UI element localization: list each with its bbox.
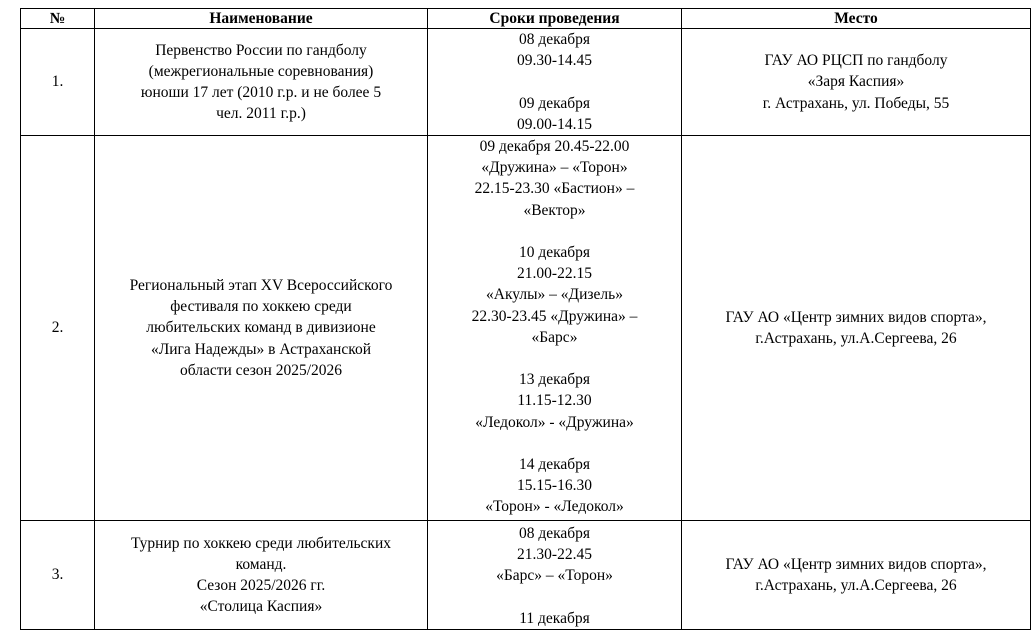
event-name	[95, 29, 428, 136]
schedule-text-line: 10 декабря	[518, 244, 591, 261]
row-number: 2.	[21, 136, 95, 521]
event-place	[682, 521, 1031, 630]
event-name-text	[99, 533, 423, 618]
table-row	[21, 29, 1031, 136]
schedule-text-line	[432, 221, 677, 242]
event-name-text-line: команд.	[235, 555, 287, 573]
schedule-text-line: «Барс»	[531, 328, 578, 346]
event-name-text-line: области сезон 2025/2026	[179, 361, 343, 379]
event-place	[682, 136, 1031, 521]
event-name-text-line: Региональный этап XV Всероссийского	[129, 276, 393, 294]
schedule-text-line: 13 декабря	[518, 371, 591, 389]
event-place	[682, 29, 1031, 136]
event-schedule	[428, 136, 682, 521]
header-place: Место	[682, 9, 1031, 29]
schedule-text-line: 09 декабря	[518, 94, 591, 112]
event-name-text-line: юноши 17 лет (2010 г.р. и не более 5	[140, 84, 382, 101]
place-text	[686, 554, 1026, 596]
schedule-text-line: «Дружина» – «Торон»	[481, 159, 628, 177]
schedule-text-line: «Акулы» – «Дизель»	[486, 286, 623, 304]
table-header	[21, 9, 1031, 29]
event-name-text-line: чел. 2011 г.р.)	[216, 105, 306, 123]
event-schedule	[428, 521, 682, 630]
place-text-line: г.Астрахань, ул.А.Сергеева, 26	[755, 330, 957, 347]
header-name: Наименование	[95, 9, 428, 29]
event-name-text-line: «Лига Надежды» в Астраханской	[150, 340, 371, 358]
schedule-text-line	[432, 587, 677, 608]
schedule-text	[432, 29, 677, 135]
schedule-text-line: 21.00-22.15	[517, 265, 592, 283]
schedule-text-line: «Барс» – «Торон»	[496, 567, 613, 585]
event-name-text-line: Сезон 2025/2026 гг.	[196, 577, 326, 594]
schedule-text-line: 22.30-23.45 «Дружина» –	[471, 307, 638, 325]
schedule-text-line: 09 декабря 20.45-22.00	[479, 138, 630, 155]
schedule-text	[432, 521, 677, 629]
header-dates: Сроки проведения	[428, 9, 682, 29]
place-text-line: ГАУ АО «Центр зимних видов спорта»,	[725, 308, 987, 326]
schedule-text-line: 11 декабря	[519, 609, 590, 627]
event-name-text	[99, 40, 423, 125]
table-row	[21, 136, 1031, 521]
schedule-text-line: 09.30-14.45	[517, 52, 592, 70]
place-text	[686, 307, 1026, 349]
schedule-text-line	[432, 433, 677, 454]
row-number: 3.	[21, 521, 95, 630]
event-name	[95, 136, 428, 521]
event-name-text-line: «Столица Каспия»	[199, 598, 323, 616]
schedule-text-line: «Торон» - «Ледокол»	[485, 498, 624, 516]
place-text-line: г. Астрахань, ул. Победы, 55	[762, 94, 950, 112]
schedule-text-line: 08 декабря	[518, 31, 591, 48]
schedule-text-line: 22.15-23.30 «Бастион» –	[474, 180, 635, 198]
schedule-text-line	[432, 348, 677, 369]
place-text-line: г.Астрахань, ул.А.Сергеева, 26	[755, 577, 957, 594]
event-schedule	[428, 29, 682, 136]
schedule-text-line: «Ледокол» - «Дружина»	[475, 413, 634, 431]
schedule-text-line: 08 декабря	[518, 525, 591, 542]
place-text-line: ГАУ АО «Центр зимних видов спорта»,	[725, 555, 987, 573]
schedule-text-line: 11.15-12.30	[517, 392, 592, 410]
event-name-text	[99, 275, 423, 381]
place-text	[686, 50, 1026, 114]
schedule-text-line: 14 декабря	[518, 456, 591, 473]
header-num: №	[21, 9, 95, 29]
schedule-text-line: 21.30-22.45	[517, 546, 592, 564]
place-text-line: ГАУ АО РЦСП по гандболу	[764, 52, 948, 70]
event-name-text-line: фестиваля по хоккею среди	[170, 298, 352, 316]
event-name-text-line: (межрегиональные соревнования)	[148, 62, 374, 80]
schedule-text-line	[432, 71, 677, 92]
events-table	[20, 8, 1031, 630]
event-name-text-line: Турнир по хоккею среди любительских	[130, 534, 392, 552]
event-name-text-line: Первенство России по гандболу	[155, 41, 367, 59]
event-name	[95, 521, 428, 630]
schedule-text	[432, 136, 677, 518]
table-row	[21, 521, 1031, 630]
schedule-text-line: «Вектор»	[523, 201, 586, 219]
schedule-text-line: 15.15-16.30	[517, 477, 592, 495]
schedule-text-line: 09.00-14.15	[517, 115, 592, 133]
place-text-line: «Заря Каспия»	[807, 73, 905, 91]
row-number: 1.	[21, 29, 95, 136]
event-name-text-line: любительских команд в дивизионе	[146, 319, 376, 337]
